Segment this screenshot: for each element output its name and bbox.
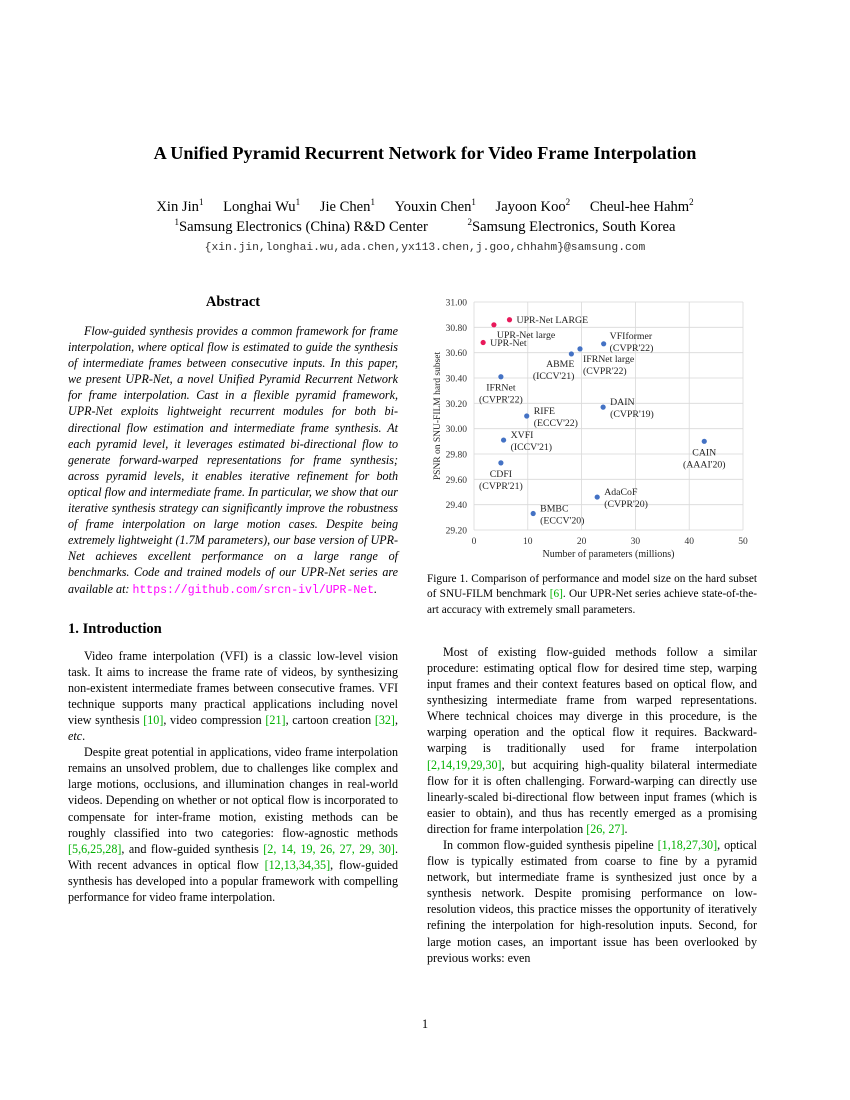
y-tick-label: 30.80 xyxy=(445,323,467,334)
author-name: Youxin Chen xyxy=(394,199,472,215)
data-label: DAIN xyxy=(610,397,635,409)
data-label: ABME xyxy=(546,358,575,370)
author-name: Xin Jin xyxy=(156,199,199,215)
data-point xyxy=(531,511,536,516)
author xyxy=(395,199,476,215)
x-axis-label: Number of parameters (millions) xyxy=(542,549,675,560)
data-point xyxy=(498,460,503,465)
author-name: Cheul-hee Hahm xyxy=(589,199,690,215)
citation[interactable]: [2, 14, 19, 26, 27, 29, 30] xyxy=(263,841,395,856)
author xyxy=(223,199,300,215)
y-tick-label: 29.40 xyxy=(445,501,467,512)
data-label: (CVPR'20) xyxy=(604,499,648,511)
data-label: (AAAI'20) xyxy=(682,459,726,471)
y-tick-label: 29.20 xyxy=(445,526,467,537)
author-affiliation-mark: 1 xyxy=(295,197,301,207)
data-point xyxy=(481,340,486,345)
y-tick-label: 29.80 xyxy=(445,450,467,461)
data-label: (CVPR'19) xyxy=(610,409,654,421)
page-number: 1 xyxy=(421,1017,429,1031)
data-label: BMBC xyxy=(540,503,569,515)
figure-1-caption: Figure 1. Comparison of performance and model size on the hard subset of SNU-FILM benchmark [6]. Our UPR-Net series achieve state-of-the-art accuracy with extremely small parameters. xyxy=(427,573,757,616)
right-paragraph-2: In common flow-guided synthesis pipeline [1,18,27,30], optical flow is typically estimated from coarse to fine by a pyramid network, but intermediate frame is synthesized just once by a synthesis network. Despite promising performance on low-resolution videos, this practice misses the opportunity of iteratively refining the interpolation for high-resolution inputs. Second, for large motion cases, an important issue has been overlooked by previous works: even xyxy=(427,838,757,965)
right-column xyxy=(427,292,757,966)
x-tick-label: 10 xyxy=(523,537,533,547)
affiliation-name: Samsung Electronics, South Korea xyxy=(472,219,676,235)
author-affiliation-mark: 1 xyxy=(198,197,204,207)
right-body xyxy=(427,644,757,966)
x-tick-label: 30 xyxy=(630,537,641,547)
data-point xyxy=(501,437,506,442)
affiliation-number: 1 xyxy=(174,217,179,227)
affiliation-name: Samsung Electronics (China) R&D Center xyxy=(179,219,428,235)
data-label: IFRNet xyxy=(486,382,516,394)
data-label: VFIformer xyxy=(609,330,653,342)
author-affiliation-mark: 2 xyxy=(689,197,694,207)
data-point xyxy=(491,322,496,327)
data-label: UPR-Net large xyxy=(496,329,556,341)
data-point xyxy=(601,341,606,346)
section-heading-introduction: 1. Introduction xyxy=(68,620,162,637)
data-point xyxy=(595,494,600,499)
author xyxy=(156,199,203,215)
data-point xyxy=(507,317,512,322)
data-label: AdaCoF xyxy=(604,487,638,499)
data-label: RIFE xyxy=(533,406,555,417)
data-label: CDFI xyxy=(489,468,513,480)
y-tick-label: 30.20 xyxy=(445,399,467,410)
abstract-body: Flow-guided synthesis provides a common framework for frame interpolation, where optical flow is estimated to guide the synthesis of intermediate frames between consecutive inputs. In this paper, we present UPR-Net, a novel Unified Pyramid Recurrent Network for frame interpolation. Cast in a flexible pyramid framework, UPR-Net exploits lightweight recurrent modules for both bi-directional flow estimation and intermediate frame synthesis. At each pyramid level, it leverages estimated bi-directional flow to generate forward-warped representations for frame synthesis; across pyramid levels, it enables iterative refinement for both optical flow and intermediate frame. In particular, we show that our iterative synthesis strategy can significantly improve the robustness of frame interpolation on large motion cases. Despite being extremely lightweight (1.7M parameters), our base version of UPR-Net achieves excellent performance on a large range of benchmarks. Code and trained models of our UPR-Net series are available at: xyxy=(68,324,398,596)
data-label: (CVPR'21) xyxy=(479,480,523,492)
data-point xyxy=(524,413,529,418)
data-label: (ICCV'21) xyxy=(532,370,575,382)
citation[interactable]: [6] xyxy=(549,588,563,601)
data-label: CAIN xyxy=(692,447,717,459)
data-label: XVFI xyxy=(510,430,534,442)
author-name: Longhai Wu xyxy=(223,199,296,215)
figure-1-chart xyxy=(421,292,761,560)
y-tick-label: 30.40 xyxy=(445,374,467,385)
data-point xyxy=(601,405,606,410)
affiliations xyxy=(0,219,850,236)
intro-paragraph-2: Despite great potential in applications, video frame interpolation remains an unsolved problem, due to challenges like complex and large motions, occlusions, and illumination changes in real-world videos. Depending on whether or not optical flow is incorporated to compensate for inter-frame motion, existing methods can be roughly classified into two categories: flow-agnostic methods [5,6,25,28], and flow-guided synthesis [2, 14, 19, 26, 27, 29, 30]. With recent advances in optical flow [12,13,34,35], flow-guided synthesis has developed into a popular framework with compelling performance for video frame interpolation. xyxy=(68,745,398,904)
data-label: (CVPR'22) xyxy=(582,365,627,377)
data-label: (ICCV'21) xyxy=(510,442,553,454)
author-list xyxy=(0,199,850,216)
citation[interactable]: [5,6,25,28] xyxy=(68,841,122,856)
data-point xyxy=(702,439,707,444)
data-point xyxy=(498,374,503,379)
citation[interactable]: [1,18,27,30] xyxy=(657,838,718,853)
scatter-plot xyxy=(421,292,761,560)
author-affiliation-mark: 1 xyxy=(471,197,476,207)
intro-paragraph-1: Video frame interpolation (VFI) is a classic low-level vision task. It aims to increase the frame rate of videos, by synthesizing non-existent intermediate frames between consecutive frames. VFI technique supports many practical applications including novel view synthesis [10], video compression [21], cartoon creation [32], etc. xyxy=(68,648,398,744)
left-column xyxy=(68,292,398,905)
affiliation-number: 2 xyxy=(467,217,473,227)
x-tick-label: 20 xyxy=(576,537,587,547)
y-tick-label: 31.00 xyxy=(445,298,467,309)
author-name: Jayoon Koo xyxy=(495,199,566,215)
data-label: UPR-Net xyxy=(490,338,527,350)
citation[interactable]: [32] xyxy=(374,712,395,727)
author-affiliation-mark: 1 xyxy=(370,197,375,207)
y-tick-label: 29.60 xyxy=(445,475,467,486)
data-point xyxy=(577,346,582,351)
data-label: (CVPR'22) xyxy=(609,342,654,354)
abstract-text: Flow-guided synthesis provides a common framework for frame interpolation, where optical flow is estimated to guide the synthesis of intermediate frames between consecutive inputs. In this paper, we present UPR-Net, a novel Unified Pyramid Recurrent Network for frame interpolation. Cast in a flexible pyramid framework, UPR-Net exploits lightweight recurrent modules for both bi-directional flow estimation and intermediate frame synthesis. At each pyramid level, it leverages estimated bi-directional flow to generate forward-warped representations for frame synthesis; across pyramid levels, it enables iterative refinement for both optical flow and intermediate frame. In particular, we show that our iterative synthesis strategy can significantly improve the robustness of frame interpolation on large motion cases. Despite being extremely lightweight (1.7M parameters), our base version of UPR-Net achieves excellent performance on a large range of benchmarks. Code and trained models of our UPR-Net series are available at: https://github.com/srcn-ivl/UPR-Net. xyxy=(68,324,398,597)
data-label: (ECCV'22) xyxy=(533,418,578,429)
author xyxy=(590,199,694,215)
x-tick-label: 0 xyxy=(471,537,477,547)
author-emails: {xin.jin,longhai.wu,ada.chen,yx113.chen,j.goo,chhahm}@samsung.com xyxy=(204,242,646,254)
y-tick-label: 30.00 xyxy=(445,425,467,436)
citation[interactable]: [26, 27] xyxy=(586,821,625,836)
page-title: A Unified Pyramid Recurrent Network for Video Frame Interpolation xyxy=(153,143,697,163)
y-tick-label: 30.60 xyxy=(445,349,467,360)
y-axis-label: PSNR on SNU-FILM hard subset xyxy=(433,351,443,481)
author xyxy=(320,199,375,215)
citation[interactable]: [2,14,19,29,30] xyxy=(427,757,502,772)
code-link[interactable]: https://github.com/srcn-ivl/UPR-Net xyxy=(132,583,375,597)
affiliation xyxy=(175,219,428,235)
citation[interactable]: [12,13,34,35] xyxy=(264,857,331,872)
data-label: (ECCV'20) xyxy=(540,515,585,527)
author-affiliation-mark: 2 xyxy=(565,197,571,207)
abstract-heading: Abstract xyxy=(205,294,261,310)
x-tick-label: 50 xyxy=(738,537,748,547)
right-paragraph-1: Most of existing flow-guided methods follow a similar procedure: estimating optical flow for desired time step, warping input frames and their context features based on optical flow, and synthesizing intermediate frame from warped representations. Where technical choices may diverge in this procedure, is the warping operation and the optical flow it requires. Backward-warping is traditionally used for frame interpolation [2,14,19,29,30], but acquiring high-quality bilateral intermediate flow for it is often challenging. Forward-warping can directly use linearly-scaled bi-directional flow between input frames (which is easier to obtain), and thus has recently emerged as a promising direction for frame interpolation [26, 27]. xyxy=(427,644,757,836)
affiliation xyxy=(468,219,676,235)
data-label: UPR-Net LARGE xyxy=(516,315,589,327)
data-point xyxy=(569,351,574,356)
x-tick-label: 40 xyxy=(684,537,694,547)
data-label: (CVPR'22) xyxy=(479,394,523,406)
author xyxy=(496,199,571,215)
citation[interactable]: [21] xyxy=(265,712,286,727)
data-label: IFRNet large xyxy=(582,353,635,365)
citation[interactable]: [10] xyxy=(143,712,164,727)
author-name: Jie Chen xyxy=(319,199,371,215)
